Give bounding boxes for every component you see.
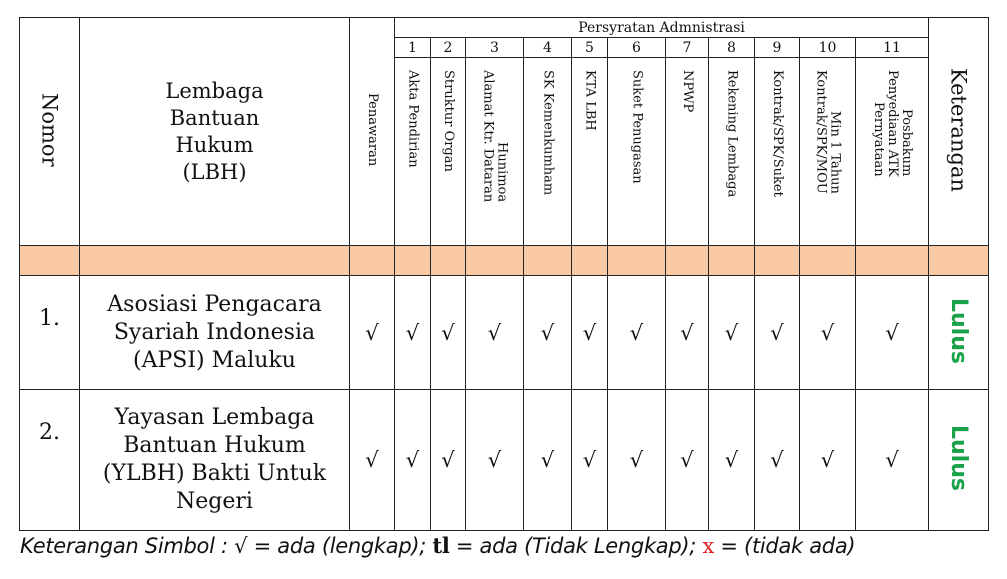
row-keterangan: [929, 390, 989, 531]
req-label-text: KTA LBH: [582, 70, 598, 131]
req-label: [800, 58, 856, 246]
administration-requirements-table: [19, 17, 989, 531]
req-label-text: Suket Penugasan: [629, 70, 645, 184]
check-mark: √: [350, 390, 395, 531]
legend-tl-text: = ada (Tidak Lengkap);: [449, 534, 703, 558]
check-mark: √: [800, 276, 856, 390]
check-mark: √: [856, 390, 929, 531]
table-row: [20, 390, 989, 531]
req-number: 11: [856, 38, 929, 58]
req-number: 3: [466, 38, 524, 58]
req-label-text: Penyediaan ATK: [885, 70, 901, 177]
row-lbh-line: Syariah Indonesia: [113, 319, 316, 345]
req-label-text: Struktur Organ: [441, 70, 456, 172]
req-label-text: Rekening Lembaga: [724, 70, 740, 198]
req-label: [666, 58, 709, 246]
separator-band: [20, 246, 989, 276]
check-mark: √: [431, 276, 466, 390]
check-mark: √: [608, 390, 666, 531]
req-label-text: NPWP: [680, 70, 695, 113]
row-lbh-name: [80, 276, 350, 390]
header-lbh-line: Hukum: [175, 132, 254, 157]
check-mark: √: [572, 276, 608, 390]
req-number: 6: [608, 38, 666, 58]
req-label-text: Min 1 Tahun: [827, 110, 843, 194]
req-label-text: Kontrak/SPK/Suket: [770, 70, 785, 197]
check-mark: √: [524, 276, 572, 390]
req-label: [608, 58, 666, 246]
req-number: 8: [709, 38, 755, 58]
row-lbh-line: (APSI) Maluku: [133, 347, 296, 373]
legend-x-text: = (tidak ada): [714, 534, 856, 558]
check-mark: √: [755, 276, 800, 390]
header-nomor-label: Nomor: [37, 92, 62, 167]
row-keterangan: [929, 276, 989, 390]
check-mark: √: [800, 390, 856, 531]
req-label: [709, 58, 755, 246]
req-label: [395, 58, 431, 246]
header-keterangan-label: Keterangan: [946, 67, 971, 192]
req-label-text: SK Kemenkumham: [540, 70, 556, 196]
check-mark: √: [395, 276, 431, 390]
check-mark: √: [666, 276, 709, 390]
req-label: [572, 58, 608, 246]
row-lbh-line: Bantuan Hukum: [123, 433, 306, 458]
req-number: 5: [572, 38, 608, 58]
header-penawaran: [350, 18, 395, 246]
req-label-text: Pernyataan: [871, 102, 887, 177]
check-mark: √: [466, 276, 524, 390]
req-label: [431, 58, 466, 246]
legend-prefix: Keterangan Simbol : √ = ada (lengkap);: [20, 534, 433, 558]
header-lbh-line: (LBH): [182, 159, 247, 184]
check-mark: √: [431, 390, 466, 531]
header-nomor: [20, 18, 80, 246]
check-mark: √: [755, 390, 800, 531]
req-number: 2: [431, 38, 466, 58]
req-label: [755, 58, 800, 246]
check-mark: √: [466, 390, 524, 531]
header-lbh-line: Lembaga: [165, 78, 264, 103]
req-number: 1: [395, 38, 431, 58]
row-lbh-name: [80, 390, 350, 531]
req-number: 10: [800, 38, 856, 58]
header-lbh-line: Bantuan: [169, 105, 260, 130]
req-label-text: Posbakum: [899, 109, 915, 177]
check-mark: √: [572, 390, 608, 531]
req-number: 4: [524, 38, 572, 58]
req-label-text: Akta Pendirian: [405, 70, 421, 168]
req-label: [466, 58, 524, 246]
row-number: 1.: [20, 276, 80, 390]
check-mark: √: [709, 276, 755, 390]
table-row: [20, 276, 989, 390]
row-lbh-line: Asosiasi Pengacara: [107, 291, 322, 317]
row-lbh-line: Yayasan Lembaga: [114, 405, 315, 430]
status-lulus: Lulus: [946, 297, 972, 364]
legend-tl-symbol: tl: [432, 533, 450, 558]
req-label-text: Hunimoa: [494, 142, 510, 203]
check-mark: √: [524, 390, 572, 531]
check-mark: √: [608, 276, 666, 390]
req-label: [524, 58, 572, 246]
check-mark: √: [709, 390, 755, 531]
status-lulus: Lulus: [946, 425, 972, 491]
req-label-text: Alamat Ktr. Dataran: [480, 70, 496, 203]
header-penawaran-label: Penawaran: [365, 92, 380, 167]
check-mark: √: [666, 390, 709, 531]
req-number: 7: [666, 38, 709, 58]
legend-x-symbol: x: [702, 534, 714, 558]
check-mark: √: [395, 390, 431, 531]
row-lbh-line: (YLBH) Bakti Untuk: [102, 461, 327, 486]
req-number: 9: [755, 38, 800, 58]
header-keterangan: [929, 18, 989, 246]
header-lbh: [80, 18, 350, 246]
req-label: [856, 58, 929, 246]
symbol-legend: [20, 533, 855, 558]
check-mark: √: [856, 276, 929, 390]
row-number: 2.: [20, 390, 80, 531]
header-group: Persyratan Admnistrasi: [395, 18, 929, 38]
req-label-text: Kontrak/SPK/MOU: [813, 70, 829, 194]
check-mark: √: [350, 276, 395, 390]
row-lbh-line: Negeri: [176, 489, 253, 514]
